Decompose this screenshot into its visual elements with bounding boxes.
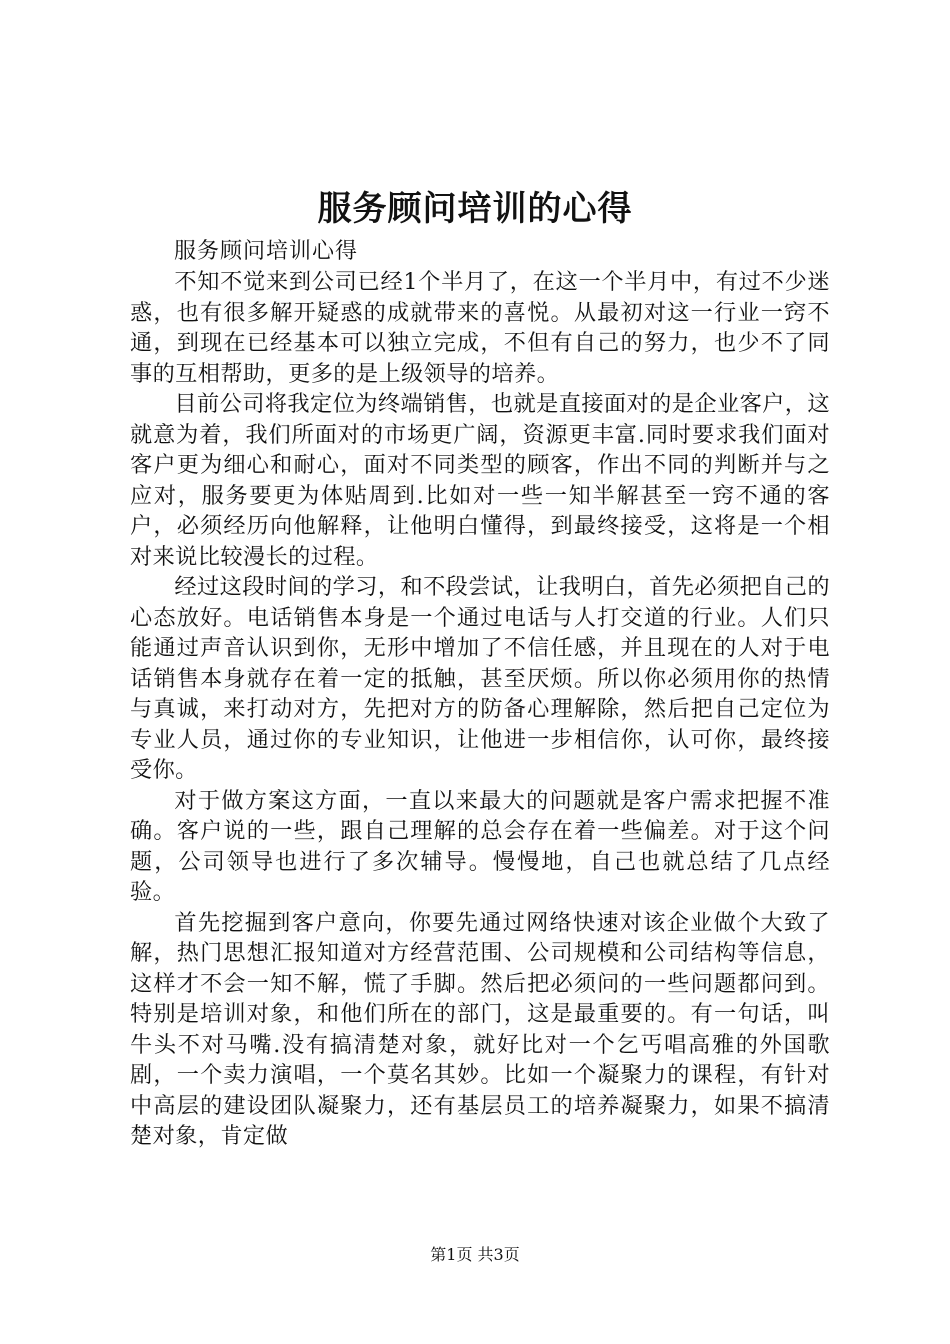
paragraph-3: 经过这段时间的学习，和不段尝试，让我明白，首先必须把自己的心态放好。电话销售本身是一个通过电话与人打交道的行业。人们只能通过声音认识到你，无形中增加了不信任感，并且现在的人对于电话销售本身就存在着一定的抵触，甚至厌烦。所以你必须用你的热情与真诚，来打动对方，先把对方的防备心理解除，然后把自己定位为专业人员，通过你的专业知识，让他进一步相信你，认可你，最终接受你。 <box>130 574 830 783</box>
page-title: 服务顾问培训的心得 <box>317 189 633 229</box>
document-body <box>130 237 830 1152</box>
document-subtitle: 服务顾问培训心得 <box>174 239 359 264</box>
paragraph-5: 首先挖掘到客户意向，你要先通过网络快速对该企业做个大致了解，热门思想汇报知道对方经营范围、公司规模和公司结构等信息，这样才不会一知不解，慌了手脚。然后把必须问的一些问题都问到。特别是培训对象，和他们所在的部门，这是最重要的。有一句话，叫牛头不对马嘴.没有搞清楚对象，就好比对一个乞丐唱高雅的外国歌剧，一个卖力演唱，一个莫名其妙。比如一个凝聚力的课程，有针对中高层的建设团队凝聚力，还有基层员工的培养凝聚力，如果不搞清楚对象，肯定做 <box>130 909 830 1149</box>
paragraph-1: 不知不觉来到公司已经1个半月了，在这一个半月中，有过不少迷惑，也有很多解开疑惑的成就带来的喜悦。从最初对这一行业一窍不通，到现在已经基本可以独立完成，不但有自己的努力，也少不了同事的互相帮助，更多的是上级领导的培养。 <box>130 269 830 387</box>
paragraph-2: 目前公司将我定位为终端销售，也就是直接面对的是企业客户，这就意为着，我们所面对的市场更广阔，资源更丰富.同时要求我们面对客户更为细心和耐心，面对不同类型的顾客，作出不同的判断并与之应对，服务要更为体贴周到.比如对一些一知半解甚至一窍不通的客户，必须经历向他解释，让他明白懂得，到最终接受，这将是一个相对来说比较漫长的过程。 <box>130 391 830 570</box>
paragraph-4: 对于做方案这方面，一直以来最大的问题就是客户需求把握不准确。客户说的一些，跟自己理解的总会存在着一些偏差。对于这个问题，公司领导也进行了多次辅导。慢慢地，自己也就总结了几点经验。 <box>130 787 830 905</box>
page-footer: 第1页 共3页 <box>430 1245 520 1264</box>
